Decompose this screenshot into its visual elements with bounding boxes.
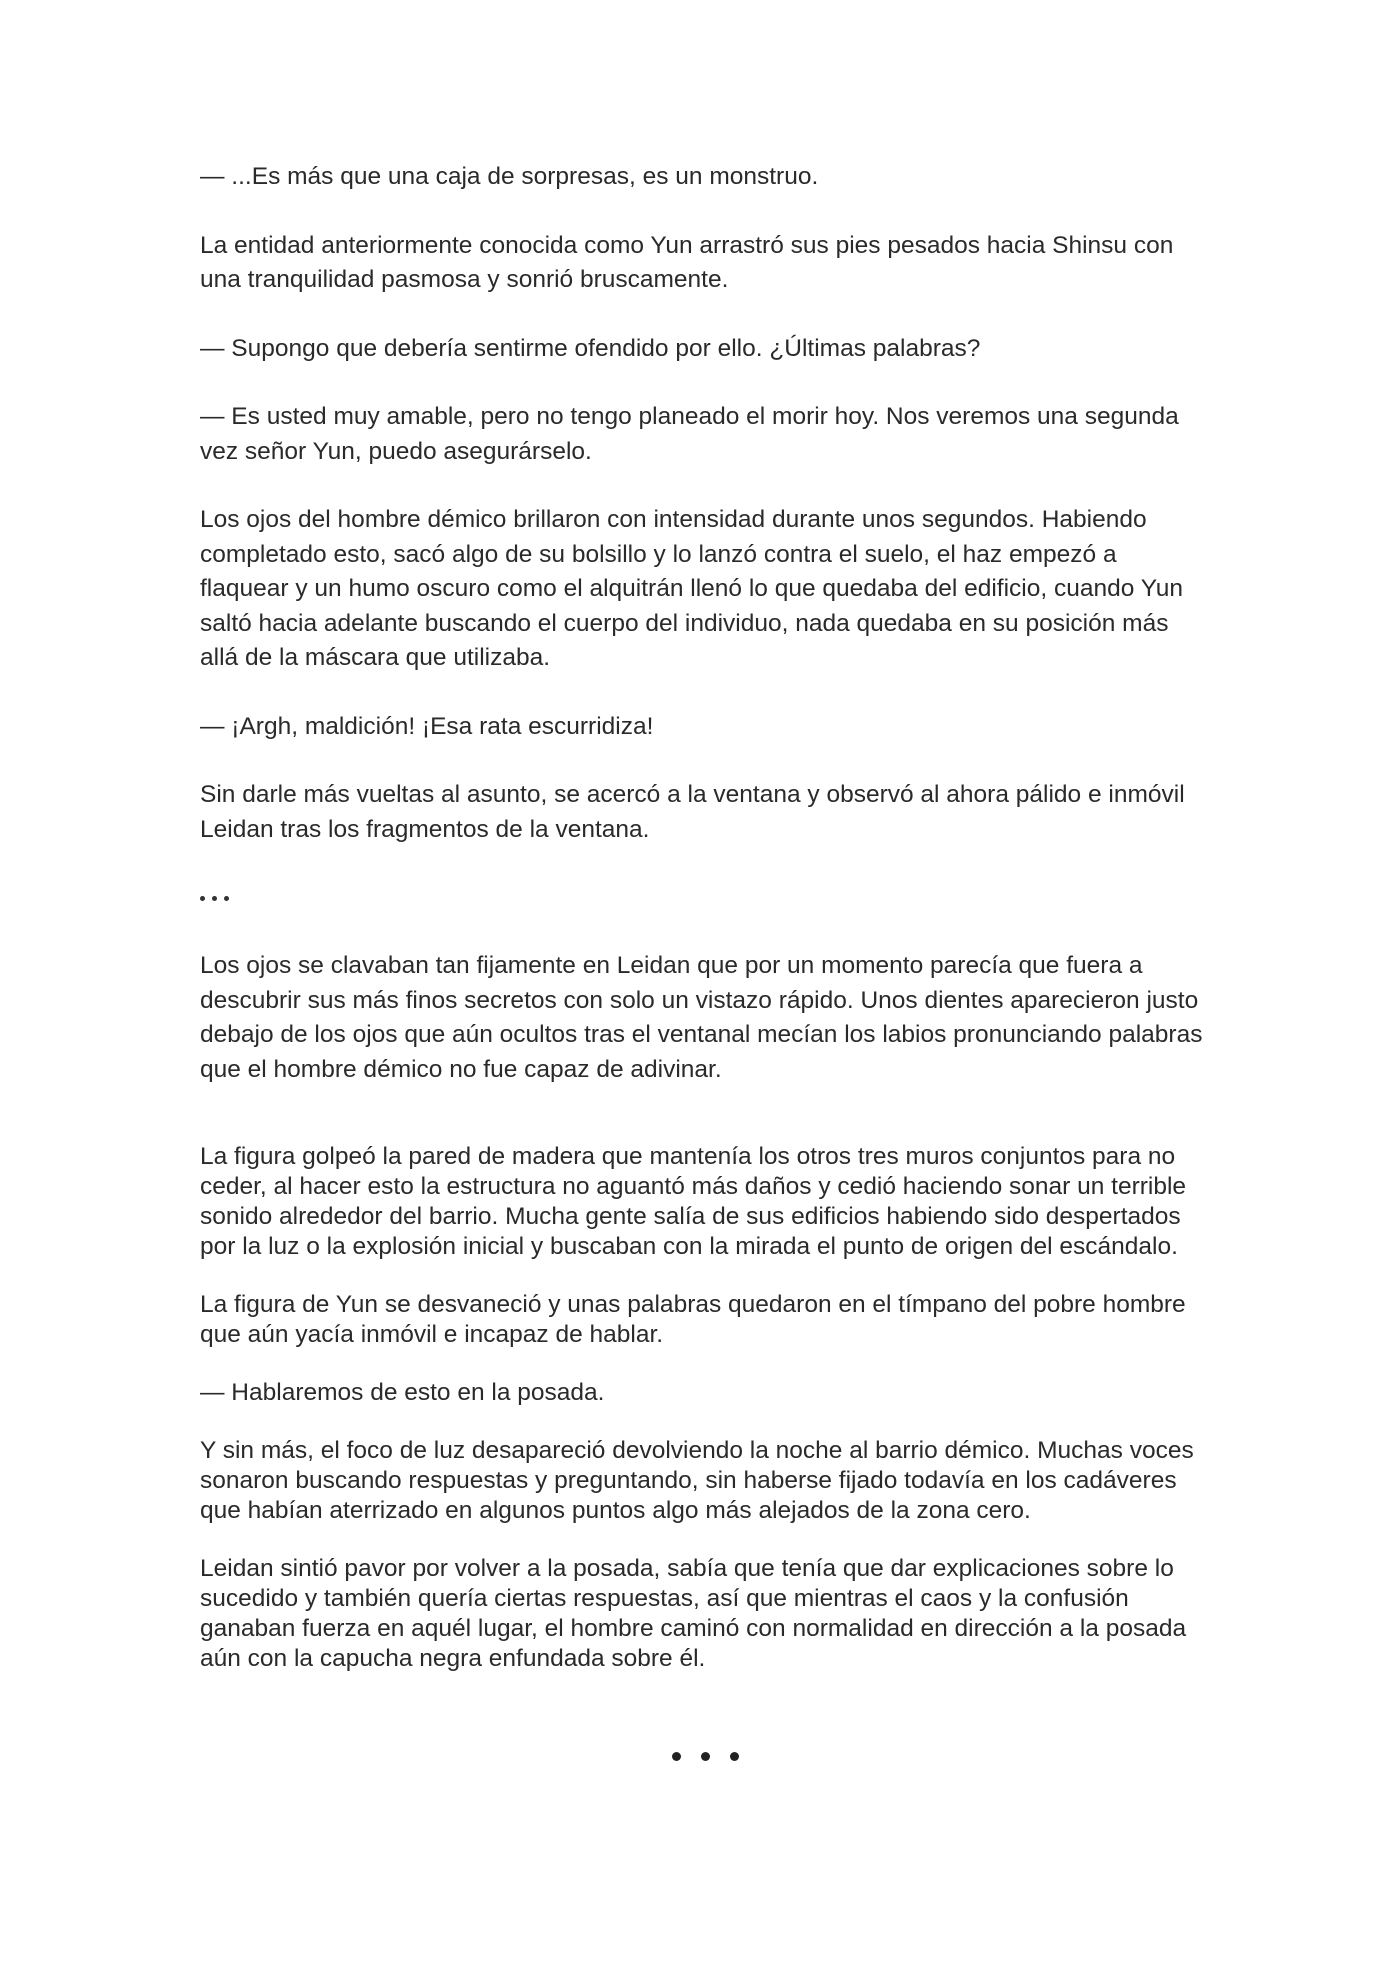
paragraph: Leidan sintió pavor por volver a la posada, sabía que tenía que dar explicaciones sobre lo sucedido y también quería ciertas respuestas, así que mientras el caos y la confusión ganaban fuerza en aquél lugar, el hombre caminó con normalidad en dirección a la posada aún con la capucha negra enfundada sobre él. <box>200 1555 1187 1672</box>
paragraph: Y sin más, el foco de luz desapareció devolviendo la noche al barrio démico. Muchas voces sonaron buscando respuestas y preguntando, sin haberse fijado todavía en los cadáveres que habían aterrizado en algunos puntos algo más alejados de la zona cero. <box>200 1437 1194 1524</box>
document-page <box>200 160 1210 1672</box>
paragraph: La entidad anteriormente conocida como Yun arrastró sus pies pesados hacia Shinsu con una tranquilidad pasmosa y sonrió bruscamente. <box>200 231 1174 293</box>
scene-separator-dots <box>200 881 1210 915</box>
dot-icon <box>212 896 217 901</box>
paragraph: Los ojos se clavaban tan fijamente en Leidan que por un momento parecía que fuera a descubrir sus más finos secretos con solo un vistazo rápido. Unos dientes aparecieron justo debajo de los ojos que aún ocultos tras el ventanal mecían los labios pronunciando palabras que el hombre démico no fue capaz de adivinar. <box>200 952 1203 1083</box>
chapter-end-separator <box>200 1752 1210 1761</box>
dot-icon <box>701 1752 710 1761</box>
dot-icon <box>200 896 205 901</box>
paragraph: — ...Es más que una caja de sorpresas, es un monstruo. <box>200 163 819 190</box>
paragraph: La figura de Yun se desvaneció y unas palabras quedaron en el tímpano del pobre hombre que aún yacía inmóvil e incapaz de hablar. <box>200 1291 1186 1348</box>
paragraph: Sin darle más vueltas al asunto, se acercó a la ventana y observó al ahora pálido e inmóvil Leidan tras los fragmentos de la ventana. <box>200 781 1185 843</box>
paragraph: — Hablaremos de esto en la posada. <box>200 1379 605 1406</box>
dot-icon <box>672 1752 681 1761</box>
paragraph: Los ojos del hombre démico brillaron con intensidad durante unos segundos. Habiendo completado esto, sacó algo de su bolsillo y lo lanzó contra el suelo, el haz empezó a flaquear y un humo oscuro como el alquitrán llenó lo que quedaba del edificio, cuando Yun saltó hacia adelante buscando el cuerpo del individuo, nada quedaba en su posición más allá de la máscara que utilizaba. <box>200 506 1183 671</box>
paragraph: La figura golpeó la pared de madera que mantenía los otros tres muros conjuntos para no ceder, al hacer esto la estructura no aguantó más daños y cedió haciendo sonar un terrible sonido alrededor del barrio. Mucha gente salía de sus edificios habiendo sido despertados por la luz o la explosión inicial y buscaban con la mirada el punto de origen del escándalo. <box>200 1143 1187 1260</box>
dot-icon <box>730 1752 739 1761</box>
text-section-1 <box>200 160 1210 1087</box>
paragraph: — Supongo que debería sentirme ofendido por ello. ¿Últimas palabras? <box>200 334 981 362</box>
paragraph: — Es usted muy amable, pero no tengo planeado el morir hoy. Nos veremos una segunda vez señor Yun, puedo asegurárselo. <box>200 403 1179 465</box>
text-section-2 <box>200 1142 1210 1702</box>
dot-icon <box>224 896 229 901</box>
paragraph: — ¡Argh, maldición! ¡Esa rata escurridiza! <box>200 712 654 740</box>
